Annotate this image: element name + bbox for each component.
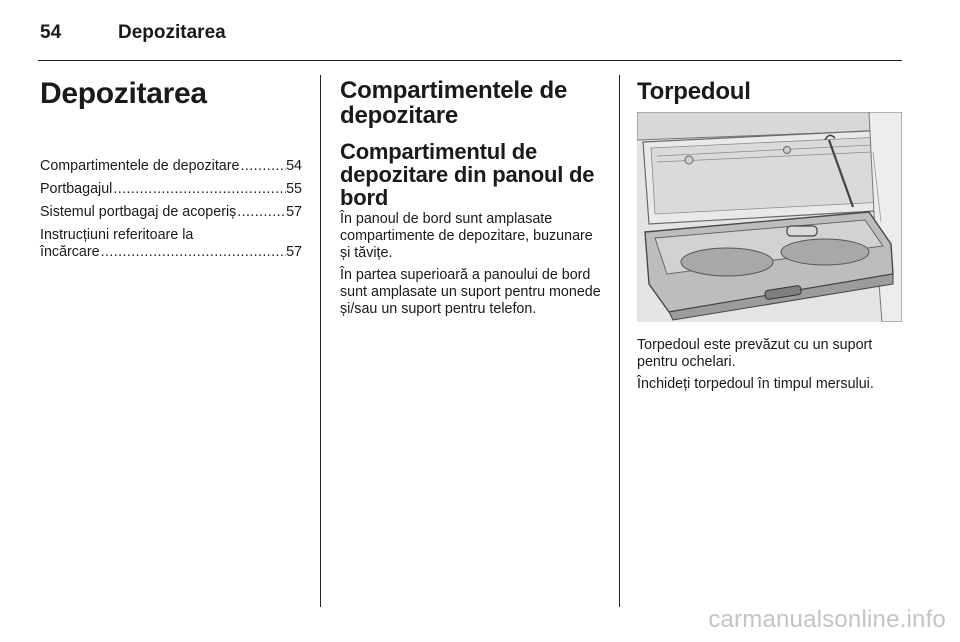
paragraph: În panoul de bord sunt amplasate compartimente de depozitare, buzunare și tăvițe. <box>340 211 593 261</box>
toc-entry-text-line1: Instrucțiuni referitoare la <box>40 227 194 243</box>
toc-entry[interactable] <box>40 227 302 261</box>
toc-leader-dots <box>239 158 286 175</box>
toc-entry-page: 54 <box>286 158 302 174</box>
glovebox-text <box>637 337 903 398</box>
page-number: 54 <box>40 22 62 43</box>
storage-column <box>340 72 604 323</box>
paragraph: Închideți torpedoul în timpul mersului. <box>637 376 874 392</box>
column-divider-1 <box>320 75 321 607</box>
toc-entry-text: încărcare <box>40 244 100 260</box>
toc-entry[interactable] <box>40 204 302 221</box>
section-title: Torpedoul <box>637 78 751 105</box>
watermark: carmanualsonline.info <box>708 606 946 633</box>
header-divider <box>38 60 902 61</box>
toc-title: Depozitarea <box>40 77 207 110</box>
toc-list <box>40 158 302 261</box>
toc-entry-text: Compartimentele de depozitare <box>40 158 240 174</box>
section-subtitle: Compartimentul de depozitare din panoul de bord <box>340 139 595 210</box>
header-section-title: Depozitarea <box>118 22 226 43</box>
toc-leader-dots <box>112 181 286 198</box>
toc-entry-page: 57 <box>286 204 302 220</box>
toc-entry[interactable] <box>40 181 302 198</box>
glovebox-illustration-icon <box>637 112 902 322</box>
toc-entry-page: 57 <box>286 244 302 260</box>
glovebox-column <box>637 72 903 104</box>
toc-leader-dots <box>100 244 286 261</box>
section-title: Compartimentele de depozitare <box>340 77 568 129</box>
paragraph: În partea superioară a panoului de bord sunt amplasate un suport pentru monede și/sau un suport pentru telefon. <box>340 267 601 317</box>
toc-entry-text: Sistemul portbagaj de acoperiș <box>40 204 237 220</box>
toc-entry-page: 55 <box>286 181 302 197</box>
column-divider-2 <box>619 75 620 607</box>
toc-leader-dots <box>236 204 286 221</box>
page-header <box>40 22 226 46</box>
toc-entry[interactable] <box>40 158 302 175</box>
toc-column <box>40 72 302 267</box>
paragraph: Torpedoul este prevăzut cu un suport pentru ochelari. <box>637 337 873 370</box>
toc-entry-text: Portbagajul <box>40 181 113 197</box>
